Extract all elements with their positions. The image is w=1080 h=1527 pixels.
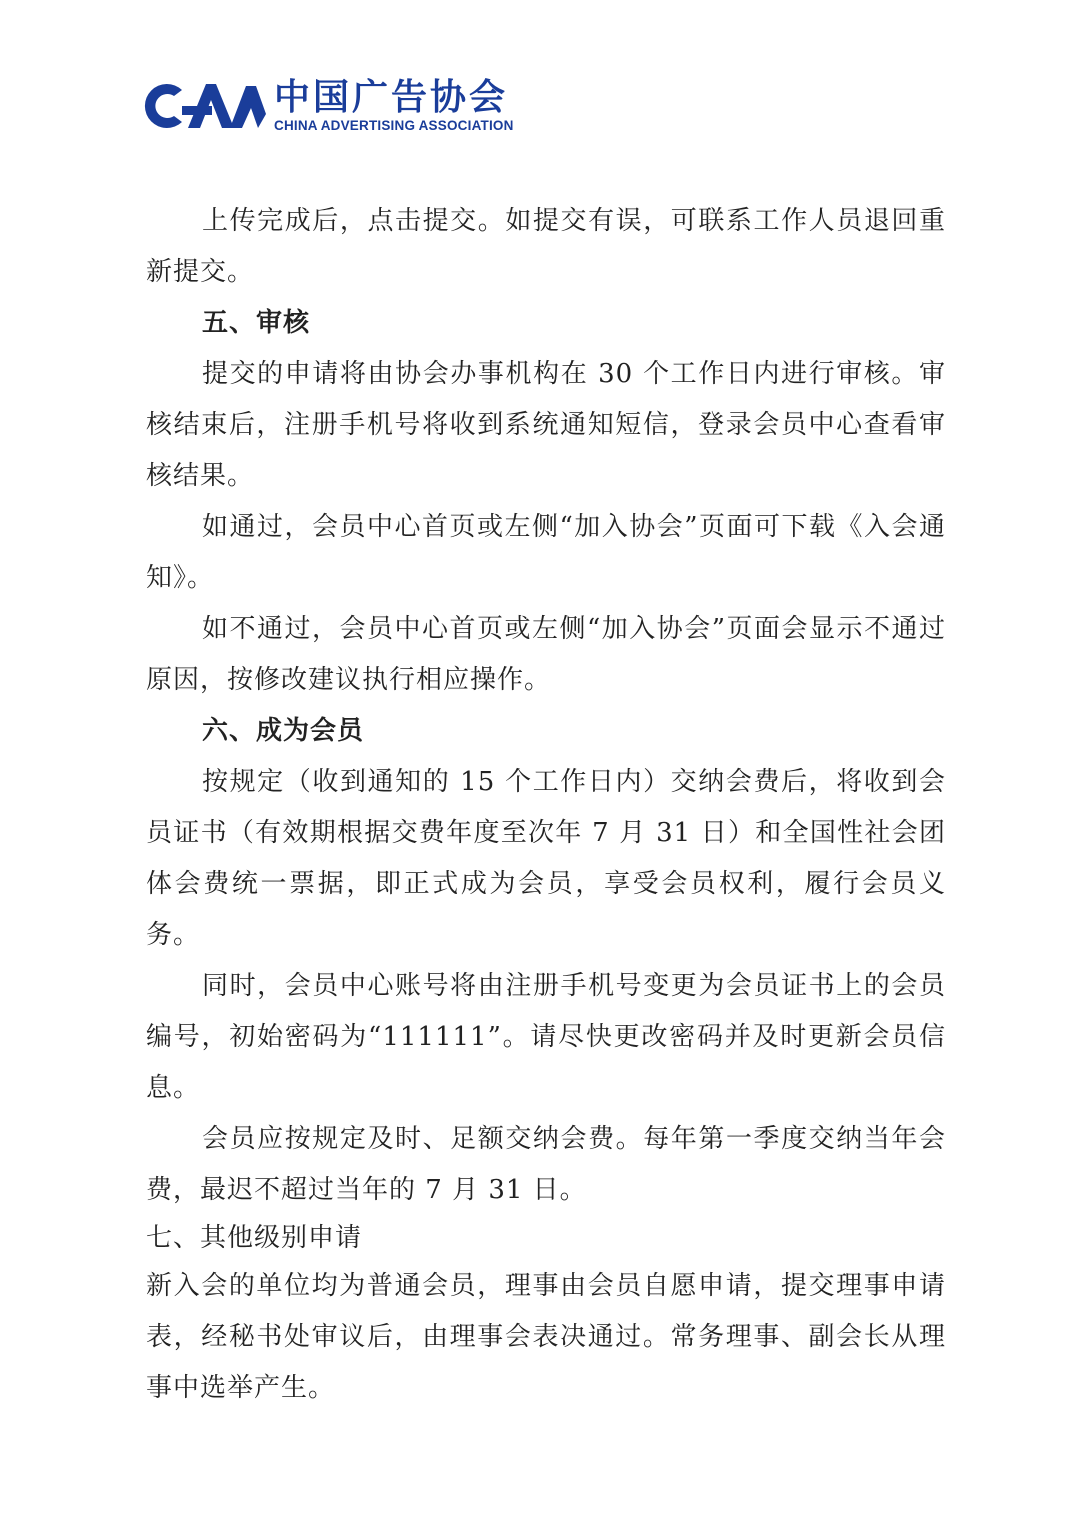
- paragraph-other-levels: 新入会的单位均为普通会员，理事由会员自愿申请，提交理事申请表，经秘书处审议后，由理事会表决通过。常务理事、副会长从理事中选举产生。: [146, 1271, 946, 1403]
- logo-text: [274, 78, 514, 134]
- paragraph-approved: 如通过，会员中心首页或左侧“加入协会”页面可下载《入会通知》。: [146, 512, 946, 593]
- paragraph-account-change: 同时，会员中心账号将由注册手机号变更为会员证书上的会员编号，初始密码为“111111”。请尽快更改密码并及时更新会员信息。: [146, 971, 946, 1103]
- paragraph-fee-deadline: 会员应按规定及时、足额交纳会费。每年第一季度交纳当年会费，最迟不超过当年的 7 月 31 日。: [146, 1124, 946, 1205]
- paragraph-fee-payment: 按规定（收到通知的 15 个工作日内）交纳会费后，将收到会员证书（有效期根据交费年度至次年 7 月 31 日）和全国性社会团体会费统一票据，即正式成为会员，享受会员权利，履行会员义务。: [146, 767, 946, 950]
- logo-chinese-name: 中国广告协会: [274, 77, 509, 118]
- caa-logo-mark-icon: [138, 78, 266, 134]
- document-body: [146, 196, 946, 1414]
- paragraph-review-period: 提交的申请将由协会办事机构在 30 个工作日内进行审核。审核结束后，注册手机号将收到系统通知短信，登录会员中心查看审核结果。: [146, 359, 946, 491]
- paragraph-rejected: 如不通过，会员中心首页或左侧“加入协会”页面会显示不通过原因，按修改建议执行相应操作。: [146, 614, 946, 695]
- section-heading-review: 五、审核: [202, 308, 311, 338]
- logo-english-name: CHINA ADVERTISING ASSOCIATION: [274, 118, 514, 133]
- caa-logo: [138, 78, 514, 134]
- section-heading-membership: 六、成为会员: [202, 716, 365, 746]
- section-heading-other-levels: 七、其他级别申请: [146, 1223, 363, 1253]
- paragraph-submit: 上传完成后，点击提交。如提交有误，可联系工作人员退回重新提交。: [146, 206, 946, 287]
